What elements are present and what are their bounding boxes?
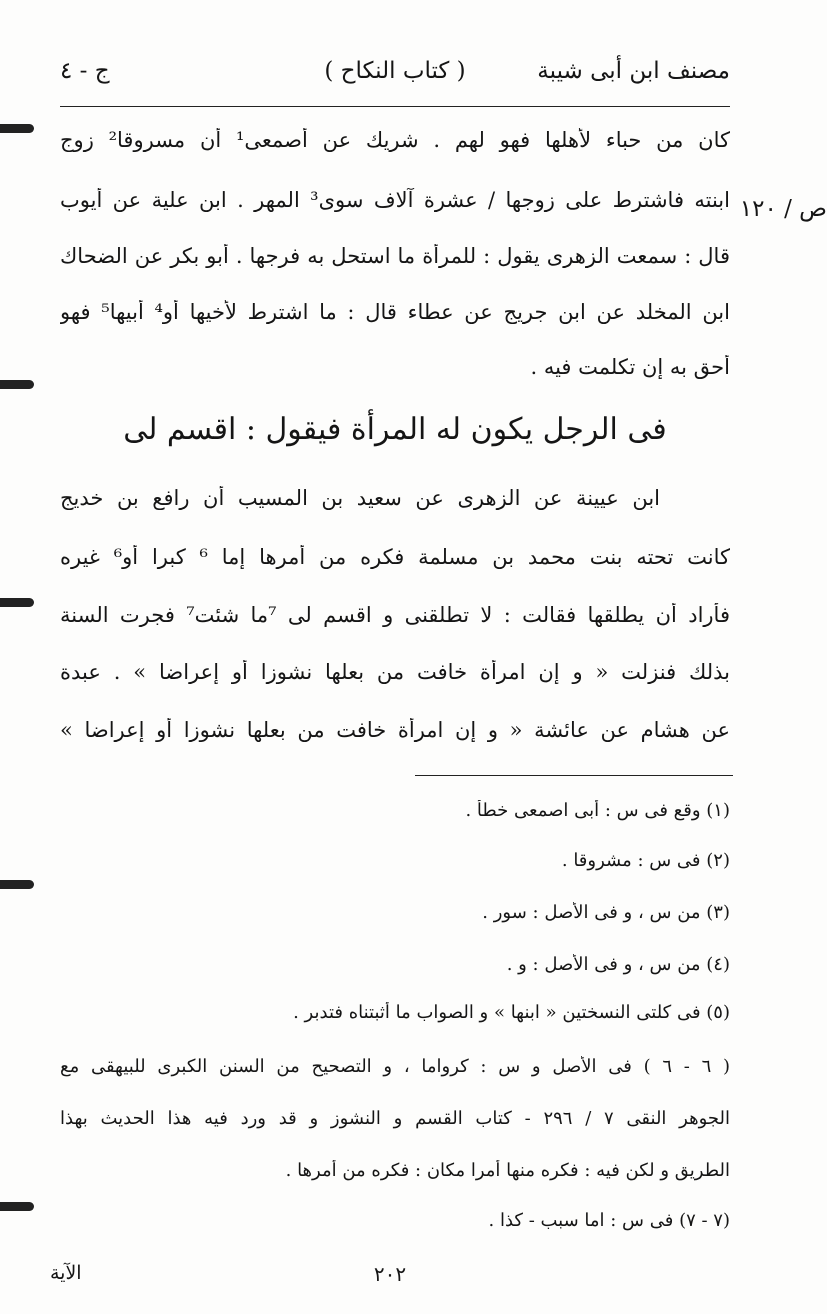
body-line: قال : سمعت الزهرى يقول : للمرأة ما استحل به فرجها . أبو بكر عن الضحاك — [60, 244, 730, 268]
page-number: ٢٠٢ — [373, 1262, 407, 1286]
running-header — [60, 52, 730, 92]
footnote-rule — [415, 775, 733, 776]
footnote: (٢) فى س : مشروقا . — [561, 850, 730, 871]
body-line: كانت تحته بنت محمد بن مسلمة فكره من أمرها إما ⁶ كبرا أو⁶ غيره — [60, 545, 730, 569]
catchword: الآية — [50, 1262, 82, 1284]
binding-mark — [0, 1202, 34, 1211]
body-line: كان من حباء لأهلها فهو لهم . شريك عن أصمعى¹ أن مسروقا² زوج — [60, 128, 730, 152]
footnote: الطريق و لكن فيه : فكره منها أمرا مكان : فكره من أمرها . — [285, 1160, 730, 1181]
margin-page-reference: ص / ١٢٠ — [739, 196, 827, 222]
header-rule — [60, 106, 730, 107]
body-line: ابن عيينة عن الزهرى عن سعيد بن المسيب أن رافع بن خديج — [60, 486, 660, 510]
binding-mark — [0, 598, 34, 607]
footnote: (٧ - ٧) فى س : اما سبب - كذا . — [488, 1210, 730, 1231]
header-section-title: ( كتاب النكاح ) — [324, 58, 466, 84]
body-line: بذلك فنزلت « و إن امرأة خافت من بعلها نشوزا أو إعراضا » . عبدة — [60, 660, 730, 684]
body-line: ابنته فاشترط على زوجها / عشرة آلاف سوى³ المهر . ابن علية عن أيوب — [60, 188, 730, 212]
body-line: عن هشام عن عائشة « و إن امرأة خافت من بعلها نشوزا أو إعراضا » — [60, 718, 730, 742]
binding-mark — [0, 124, 34, 133]
footnote: (٤) من س ، و فى الأصل : و . — [506, 954, 730, 975]
header-book-title: مصنف ابن أبى شيبة — [537, 58, 730, 84]
footnote: (١) وقع فى س : أبى اصمعى خطأ . — [465, 800, 730, 821]
body-line: فأراد أن يطلقها فقالت : لا تطلقنى و اقسم لى ⁷ما شئت⁷ فجرت السنة — [60, 603, 730, 627]
binding-mark — [0, 380, 34, 389]
footnote: ( ٦ - ٦ ) فى الأصل و س : كرواما ، و التصحيح من السنن الكبرى للبيهقى مع — [60, 1056, 730, 1077]
binding-mark — [0, 880, 34, 889]
chapter-heading: فى الرجل يكون له المرأة فيقول : اقسم لى — [123, 412, 667, 447]
footnote: الجوهر النقى ٧ / ٢٩٦ - كتاب القسم و النشوز و قد ورد فيه هذا الحديث بهذا — [60, 1108, 730, 1129]
header-volume: ج - ٤ — [60, 58, 110, 84]
body-line: ابن المخلد عن ابن جريج عن عطاء قال : ما اشترط لأخيها أو⁴ أبيها⁵ فهو — [60, 300, 730, 324]
body-line: أحق به إن تكلمت فيه . — [530, 355, 730, 379]
footnote: (٣) من س ، و فى الأصل : سور . — [482, 902, 730, 923]
footnote: (٥) فى كلتى النسختين « ابنها » و الصواب ما أثبتناه فتدبر . — [293, 1002, 730, 1023]
